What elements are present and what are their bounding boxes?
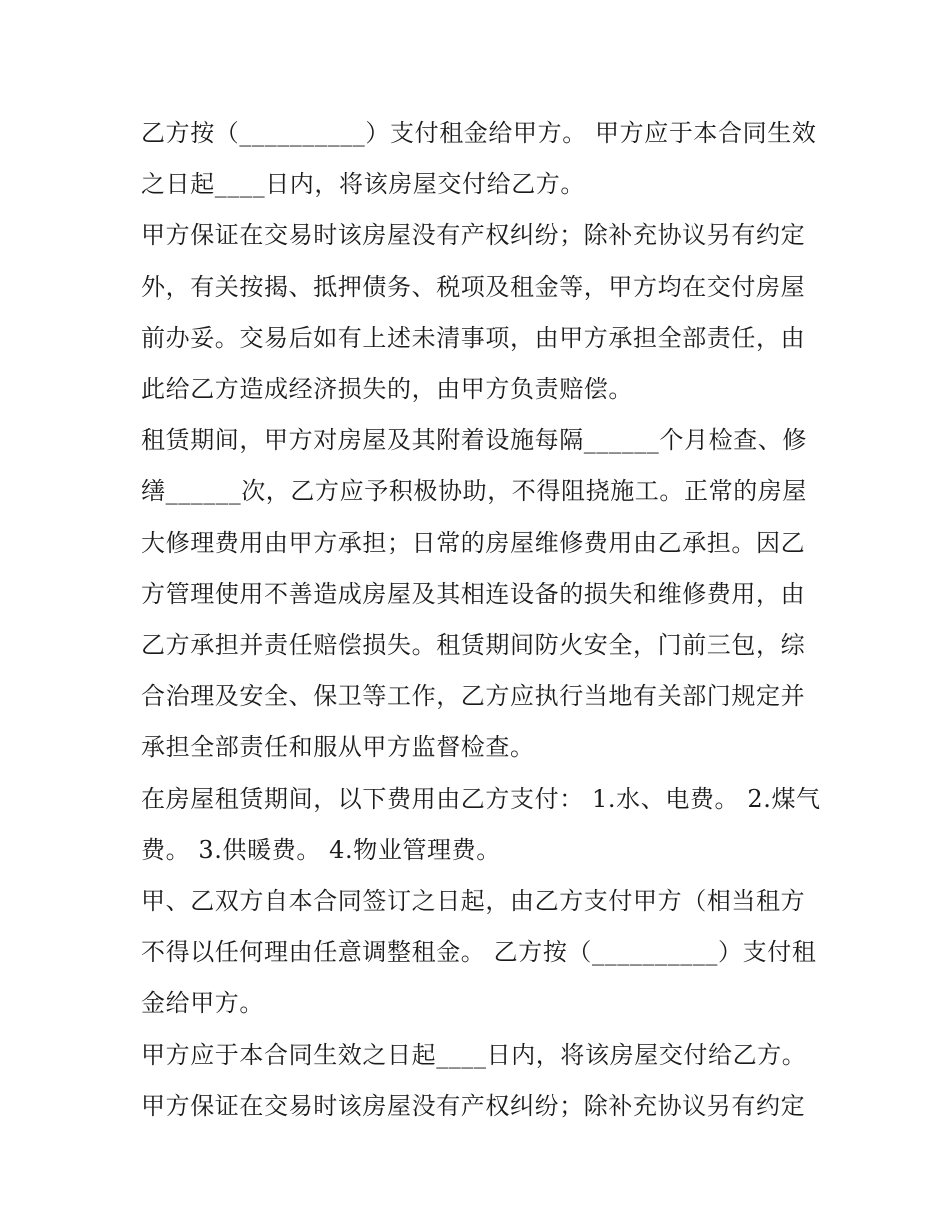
paragraph-delivery: 甲方应于本合同生效之日起____日内，将该房屋交付给乙方。 [141, 1040, 807, 1069]
paragraph-title-guarantee-repeat: 甲方保证在交易时该房屋没有产权纠纷；除补充协议另有约定 [141, 1091, 806, 1120]
paragraph-payment-delivery: 乙方按（__________）支付租金给甲方。 甲方应于本合同生效之日起____日内，将该房屋交付给乙方。 [141, 119, 817, 199]
paragraph-fees: 在房屋租赁期间，以下费用由乙方支付： 1.水、电费。 2.煤气费。 3.供暖费。 4.物业管理费。 [141, 784, 821, 864]
document-body [141, 108, 821, 1132]
paragraph-title-guarantee: 甲方保证在交易时该房屋没有产权纠纷；除补充协议另有约定外，有关按揭、抵押债务、税项及租金等，甲方均在交付房屋前办妥。交易后如有上述未清事项，由甲方承担全部责任，由此给乙方造成经济损失的，由甲方负责赔偿。 [141, 221, 806, 404]
paragraph-rent-adjustment: 甲、乙双方自本合同签订之日起，由乙方支付甲方（相当租方不得以任何理由任意调整租金。 乙方按（__________）支付租金给甲方。 [141, 887, 817, 1018]
paragraph-maintenance: 租赁期间，甲方对房屋及其附着设施每隔______个月检查、修缮______次，乙方应予积极协助，不得阻挠施工。正常的房屋大修理费用由甲方承担；日常的房屋维修费用由乙承担。因乙方管理使用不善造成房屋及其相连设备的损失和维修费用，由乙方承担并责任赔偿损失。租赁期间防火安全，门前三包，综合治理及安全、保卫等工作，乙方应执行当地有关部门规定并承担全部责任和服从甲方监督检查。 [141, 426, 807, 762]
